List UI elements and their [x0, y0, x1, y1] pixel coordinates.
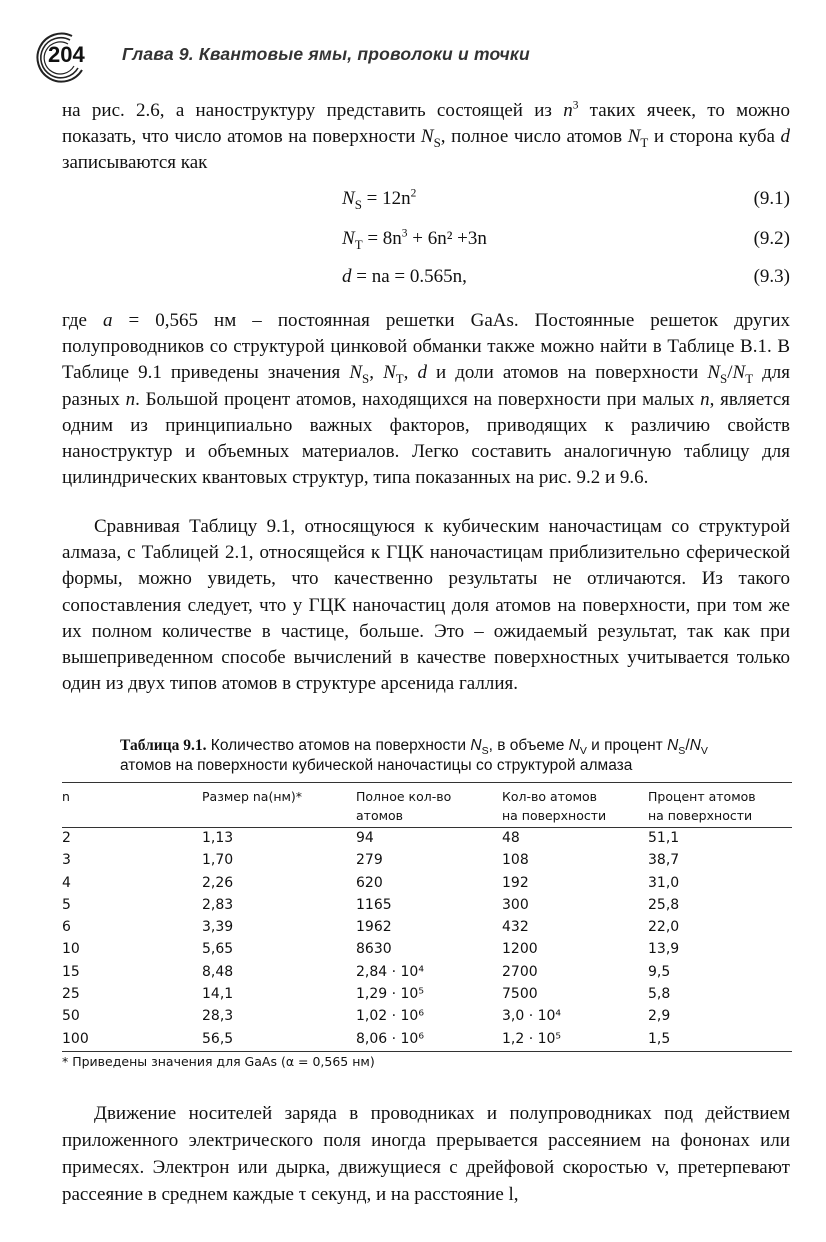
text: и сторона куба — [648, 126, 781, 148]
table-cell: 38,7 — [648, 852, 680, 869]
table-cell: 51,1 — [648, 830, 680, 846]
table-cell: 3 — [62, 852, 71, 869]
eq-rhs: = na = 0.565n, — [351, 266, 467, 287]
symbol: n — [563, 100, 573, 121]
table-cell: 22,0 — [648, 919, 680, 936]
header-surface-percent: Процент атомов на поверхности — [648, 789, 756, 823]
table-cell: 6 — [62, 919, 71, 936]
symbol: N — [627, 126, 641, 148]
text: и доли атомов на поверхности — [426, 362, 708, 384]
table-row — [62, 873, 792, 895]
table-cell: 56,5 — [202, 1030, 234, 1047]
paragraph-4 — [62, 1100, 790, 1208]
table-label: Таблица 9.1. — [120, 737, 207, 754]
equation-9-3 — [62, 266, 790, 294]
page-header — [30, 30, 800, 86]
eq-rhs-sup: 3 — [401, 227, 408, 240]
table-row — [62, 1029, 792, 1051]
symbol: d — [780, 126, 790, 148]
symbol: a — [102, 310, 113, 331]
table-row — [62, 895, 792, 917]
table-cell: 300 — [502, 896, 529, 913]
table-cell: 3,0 · 10⁴ — [502, 1008, 562, 1025]
caption-text: Количество атомов на поверхности — [206, 737, 471, 754]
table-row — [62, 917, 792, 939]
table-body — [62, 828, 792, 1051]
table-cell: 9,5 — [648, 963, 671, 980]
table-cell: 13,9 — [648, 941, 680, 958]
symbol: N — [420, 126, 434, 148]
header-surface-count: Кол-во атомов на поверхности — [502, 789, 607, 823]
table-cell: 25,8 — [648, 896, 680, 913]
table-cell: 2 — [62, 830, 71, 846]
table-cell: 1,2 · 10⁵ — [502, 1030, 562, 1047]
table-cell: 1165 — [356, 896, 392, 913]
table-cell: 100 — [62, 1030, 89, 1047]
text: записываются как — [62, 152, 208, 174]
table-cell: 8,48 — [202, 963, 234, 980]
table-cell: 94 — [356, 830, 374, 846]
equation-number: (9.1) — [753, 188, 790, 209]
table-row — [62, 850, 792, 872]
text: . Большой процент атомов, находящихся на поверхности при малых — [135, 388, 701, 410]
table-header — [62, 783, 792, 827]
subscript: T — [640, 135, 649, 150]
table-footnote: * Приведены значения для GaAs (α = 0,565 нм) — [62, 1054, 375, 1069]
table-cell: 279 — [356, 852, 383, 869]
table-bottom-rule — [62, 1051, 792, 1052]
table-cell: 28,3 — [202, 1008, 234, 1025]
text: где — [62, 310, 103, 331]
caption-text: атомов на поверхности кубической наночастицы со структурой алмаза — [120, 757, 633, 774]
text: для разных — [62, 362, 791, 410]
table-cell: 1,13 — [202, 830, 234, 846]
eq-lhs: N — [342, 188, 355, 209]
table-cell: 1200 — [502, 941, 538, 958]
table-caption: Таблица 9.1. Количество атомов на поверхности $N_S$, в объеме $N_V$ и процент $N_S/N_V$ атомов на поверхности кубической наночастицы со структурой алмаза — [120, 737, 708, 774]
eq-lhs-sub: S — [354, 196, 362, 212]
table-cell: 31,0 — [648, 874, 680, 891]
table-cell: 4 — [62, 874, 71, 891]
table-cell: 2,83 — [202, 896, 234, 913]
table-cell: 2,84 · 10⁴ — [356, 963, 424, 980]
table-cell: 620 — [356, 874, 383, 891]
caption-text: и процент — [586, 737, 668, 754]
exponent: 3 — [572, 99, 579, 112]
table-cell: 3,39 — [202, 919, 234, 936]
chapter-title: Глава 9. Квантовые ямы, проволоки и точки — [122, 44, 530, 64]
table-cell: 108 — [502, 852, 529, 869]
table-cell: 432 — [502, 919, 529, 936]
paragraph-1 — [62, 98, 790, 177]
text: , является одним из принципиально важных факторов, приводящих к различию свойств наноструктур и объемных материалов. Легко составить аналогичную таблицу для цилиндрических квантовых структур, типа показанных на рис. 9.2 и 9.6. — [62, 388, 790, 489]
table-cell: 5,65 — [202, 941, 234, 958]
table-row — [62, 939, 792, 961]
equation-9-1 — [62, 188, 790, 216]
eq-rhs-sup: 2 — [410, 187, 417, 200]
table-cell: 1,70 — [202, 852, 234, 869]
eq-lhs: d — [342, 266, 352, 287]
table-row — [62, 1006, 792, 1028]
table-cell: 2,26 — [202, 874, 234, 891]
table-cell: 1,29 · 10⁵ — [356, 986, 424, 1003]
header-n: n — [62, 789, 70, 804]
eq-rhs: = 8n — [367, 228, 402, 249]
table-cell: 1,5 — [648, 1030, 671, 1047]
header-total: Полное кол-во атомов — [356, 789, 452, 823]
table-cell: 8630 — [356, 941, 392, 958]
eq-lhs-sub: T — [354, 236, 363, 252]
table-cell: 1962 — [356, 919, 392, 936]
eq-rhs: = 12n — [366, 188, 411, 209]
caption-text: , в объеме — [488, 737, 569, 754]
paragraph-text: Сравнивая Таблицу 9.1, относящуюся к кубическим наночастицам со структурой алмаза, с Таблицей 2.1, относящейся к ГЦК наночастицам приблизительно сферической формы, можно увидеть, что качественно результаты не отличаются. Из такого сопоставления следует, что у ГЦК наночастиц доля атомов на поверхности, при том же их полном количестве в частице, больше. Это – ожидаемый результат, так как при вышеприведенном способе вычислений в качестве поверхностных учитывается только один из двух типов атомов в структуре арсенида галлия. — [62, 516, 790, 695]
data-table — [62, 782, 792, 1052]
table-cell: 15 — [62, 963, 80, 980]
eq-lhs: N — [342, 228, 355, 249]
table-cell: 192 — [502, 874, 529, 891]
table-cell: 5 — [62, 896, 71, 913]
paragraph-text: Движение носителей заряда в проводниках и полупроводниках под действием приложенного электрического поля иногда прерывается рассеянием на фононах или примесях. Электрон или дырка, движущиеся с дрейфовой скоростью v, претерпевают рассеяние в среднем каждые τ секунд, и на расстояние l, — [62, 1103, 790, 1205]
table-cell: 50 — [62, 1008, 80, 1025]
page-number-badge — [30, 30, 90, 84]
equation-number: (9.2) — [753, 228, 790, 249]
table-row — [62, 828, 792, 850]
table-cell: 48 — [502, 830, 520, 846]
table-cell: 14,1 — [202, 986, 234, 1003]
table-cell: 8,06 · 10⁶ — [356, 1030, 424, 1047]
table-cell: 1,02 · 10⁶ — [356, 1008, 424, 1025]
paragraph-2: где a = 0,565 нм – постоянная решетки GaAs. Постоянные решеток других полупроводников со структурой цинковой обманки также можно найти в Таблице B.1. В Таблице 9.1 приведены значения $N_S$, $N_T$, d и доли атомов на поверхности $N_S/N_T$ для разных n. Большой процент атомов, находящихся на поверхности при малых n, является одним из принципиально важных факторов, приводящих к различию свойств наноструктур и объемных материалов. Легко составить аналогичную таблицу для цилиндрических квантовых структур, типа показанных на рис. 9.2 и 9.6. — [62, 310, 791, 489]
table-cell: 10 — [62, 941, 80, 958]
table-cell: 25 — [62, 986, 80, 1003]
table-cell: 2,9 — [648, 1008, 671, 1025]
subscript: S — [433, 135, 441, 150]
header-size: Размер na(нм)* — [202, 789, 303, 804]
eq-rhs-rest: + 6n² +3n — [407, 228, 487, 249]
page-number: 204 — [48, 42, 85, 67]
table-row — [62, 984, 792, 1006]
table-cell: 2700 — [502, 963, 538, 980]
text: таких ячеек, то можно показать, что число атомов на поверхности — [62, 100, 790, 148]
equation-number: (9.3) — [753, 266, 790, 287]
table-cell: 7500 — [502, 986, 538, 1003]
table-row — [62, 962, 792, 984]
paragraph-3 — [62, 514, 790, 697]
table-cell: 5,8 — [648, 986, 671, 1003]
text: = 0,565 нм – постоянная решетки GaAs. Постоянные решеток других полупроводников со структурой цинковой обманки также можно найти в Таблице B.1. В Таблице 9.1 приведены значения — [62, 310, 790, 384]
equation-9-2 — [62, 228, 790, 256]
text: , полное число атомов — [440, 126, 628, 148]
text: на рис. 2.6, а наноструктуру представить состоящей из — [62, 100, 564, 121]
